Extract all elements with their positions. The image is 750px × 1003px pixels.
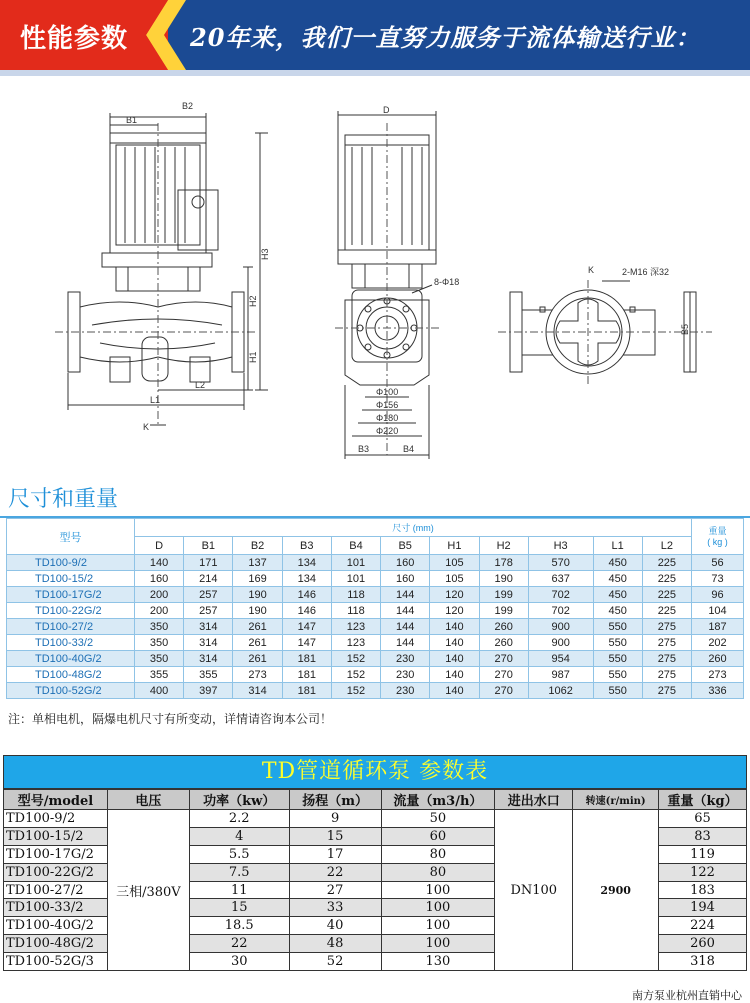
dim-value-cell: 105 [430, 555, 479, 571]
params-flow-cell: 100 [381, 881, 495, 899]
dim-value-cell: 147 [282, 619, 331, 635]
params-weight-cell: 83 [659, 827, 747, 845]
params-flow-cell: 60 [381, 827, 495, 845]
dim-value-cell: 350 [135, 651, 184, 667]
params-speed-cell: 2900 [573, 810, 659, 971]
params-port-cell: DN100 [495, 810, 573, 971]
dim-value-cell: 637 [528, 571, 593, 587]
dim-value-cell: 101 [331, 555, 380, 571]
col-weight-header [692, 519, 744, 555]
dim-value-cell: 397 [184, 683, 233, 699]
dim-value-cell: 140 [430, 651, 479, 667]
params-header-cell: 扬程（m） [289, 790, 381, 810]
table-row [7, 619, 744, 635]
dim-subheader-cell: H2 [479, 537, 528, 555]
dim-value-cell: 56 [692, 555, 744, 571]
label-b1: B1 [126, 115, 138, 125]
header-slogan: 20年来，我们一直努力服务于流体输送行业： [190, 23, 701, 52]
dim-subheader-cell: B5 [381, 537, 430, 555]
dim-subheader-cell: B2 [233, 537, 282, 555]
col-weight-unit: ( kg ) [707, 536, 728, 547]
dim-value-cell: 225 [642, 555, 691, 571]
dim-value-cell: 314 [184, 635, 233, 651]
dim-value-cell: 260 [692, 651, 744, 667]
dim-value-cell: 144 [381, 603, 430, 619]
dim-value-cell: 314 [184, 651, 233, 667]
params-header-cell: 转速(r/min) [573, 790, 659, 810]
dim-subheader-cell: L2 [642, 537, 691, 555]
header-banner [0, 0, 750, 70]
dim-value-cell: 550 [593, 667, 642, 683]
table-row [7, 587, 744, 603]
dim-value-cell: 275 [642, 635, 691, 651]
dim-value-cell: 181 [282, 683, 331, 699]
params-header-cell: 电压 [107, 790, 189, 810]
dim-note: 注：单相电机，隔爆电机尺寸有所变动，详情请咨询本公司！ [8, 712, 333, 726]
dim-value-cell: 270 [479, 683, 528, 699]
dim-value-cell: 152 [331, 667, 380, 683]
dim-subheader-cell: D [135, 537, 184, 555]
params-model-cell: TD100-48G/2 [4, 935, 108, 953]
dim-value-cell: 350 [135, 619, 184, 635]
dim-subheader-cell: B3 [282, 537, 331, 555]
params-title: TD管道循环泵 参数表 [261, 759, 489, 784]
dim-value-cell: 336 [692, 683, 744, 699]
dim-value-cell: 260 [479, 635, 528, 651]
dimension-table [6, 518, 744, 699]
dim-value-cell: 140 [135, 555, 184, 571]
table-row [7, 651, 744, 667]
dim-model-cell: TD100-40G/2 [7, 651, 135, 667]
params-head-cell: 15 [289, 827, 381, 845]
label-phi180: Φ180 [376, 413, 399, 423]
dim-value-cell: 225 [642, 587, 691, 603]
dim-value-cell: 120 [430, 587, 479, 603]
header-divider [0, 70, 750, 76]
dim-value-cell: 200 [135, 587, 184, 603]
label-bolts: 8-Φ18 [434, 277, 460, 287]
footer-credit: 南方泵业杭州直销中心 [632, 989, 742, 1002]
dim-value-cell: 355 [184, 667, 233, 683]
dim-value-cell: 550 [593, 651, 642, 667]
label-h1: H1 [248, 351, 258, 363]
dim-value-cell: 214 [184, 571, 233, 587]
params-head-cell: 48 [289, 935, 381, 953]
params-head-cell: 40 [289, 917, 381, 935]
label-phi220: Φ220 [376, 426, 399, 436]
params-head-cell: 22 [289, 863, 381, 881]
dim-value-cell: 400 [135, 683, 184, 699]
dim-value-cell: 900 [528, 635, 593, 651]
header-title-block [0, 0, 168, 70]
params-weight-cell: 119 [659, 845, 747, 863]
label-h3: H3 [260, 248, 270, 260]
dim-value-cell: 230 [381, 667, 430, 683]
dim-value-cell: 275 [642, 667, 691, 683]
dim-value-cell: 147 [282, 635, 331, 651]
dim-value-cell: 144 [381, 619, 430, 635]
col-size-header: 尺寸 (mm) [135, 519, 692, 537]
label-k-left: K [143, 422, 150, 432]
dim-value-cell: 101 [331, 571, 380, 587]
params-header-cell: 流量（m3/h） [381, 790, 495, 810]
dim-value-cell: 202 [692, 635, 744, 651]
dim-value-cell: 1062 [528, 683, 593, 699]
dim-value-cell: 190 [233, 587, 282, 603]
dim-value-cell: 261 [233, 651, 282, 667]
params-table [3, 789, 747, 971]
params-model-cell: TD100-33/2 [4, 899, 108, 917]
params-power-cell: 2.2 [189, 810, 289, 828]
dim-value-cell: 73 [692, 571, 744, 587]
dim-value-cell: 178 [479, 555, 528, 571]
dim-value-cell: 118 [331, 587, 380, 603]
params-power-cell: 15 [189, 899, 289, 917]
dim-model-cell: TD100-27/2 [7, 619, 135, 635]
header-title: 性能参数 [20, 24, 129, 54]
params-power-cell: 5.5 [189, 845, 289, 863]
dim-value-cell: 200 [135, 603, 184, 619]
dim-value-cell: 160 [381, 555, 430, 571]
params-power-cell: 18.5 [189, 917, 289, 935]
dim-value-cell: 257 [184, 603, 233, 619]
params-model-cell: TD100-40G/2 [4, 917, 108, 935]
dim-value-cell: 270 [479, 667, 528, 683]
params-model-cell: TD100-15/2 [4, 827, 108, 845]
dim-subheader-cell: B4 [331, 537, 380, 555]
dim-value-cell: 261 [233, 635, 282, 651]
dim-subheader-cell: H1 [430, 537, 479, 555]
dim-value-cell: 187 [692, 619, 744, 635]
params-flow-cell: 100 [381, 899, 495, 917]
dim-value-cell: 169 [233, 571, 282, 587]
label-b5: B5 [680, 323, 690, 335]
label-h2: H2 [248, 295, 258, 307]
dim-value-cell: 118 [331, 603, 380, 619]
dim-value-cell: 230 [381, 651, 430, 667]
label-l1: L1 [150, 395, 161, 405]
dim-value-cell: 257 [184, 587, 233, 603]
params-head-cell: 27 [289, 881, 381, 899]
dim-value-cell: 225 [642, 603, 691, 619]
params-head-cell: 9 [289, 810, 381, 828]
dim-value-cell: 550 [593, 635, 642, 651]
dim-value-cell: 199 [479, 587, 528, 603]
dim-value-cell: 230 [381, 683, 430, 699]
params-header-cell: 重量（kg） [659, 790, 747, 810]
label-m16: 2-M16 深32 [622, 267, 670, 277]
dim-value-cell: 152 [331, 651, 380, 667]
dim-value-cell: 171 [184, 555, 233, 571]
params-title-bar [3, 755, 747, 789]
dim-value-cell: 160 [135, 571, 184, 587]
dim-value-cell: 96 [692, 587, 744, 603]
dim-value-cell: 146 [282, 587, 331, 603]
params-power-cell: 30 [189, 953, 289, 971]
dim-model-cell: TD100-9/2 [7, 555, 135, 571]
label-b4: B4 [403, 444, 415, 454]
params-model-cell: TD100-52G/3 [4, 953, 108, 971]
params-weight-cell: 260 [659, 935, 747, 953]
dim-section-title: 尺寸和重量 [8, 487, 119, 512]
dim-model-cell: TD100-17G/2 [7, 587, 135, 603]
params-header-cell: 型号/model [4, 790, 108, 810]
label-phi156: Φ156 [376, 400, 399, 410]
dim-value-cell: 450 [593, 555, 642, 571]
dim-value-cell: 137 [233, 555, 282, 571]
params-power-cell: 22 [189, 935, 289, 953]
params-voltage-cell: 三相/380V [107, 810, 189, 971]
params-power-cell: 4 [189, 827, 289, 845]
dim-value-cell: 450 [593, 587, 642, 603]
params-weight-cell: 183 [659, 881, 747, 899]
dim-value-cell: 275 [642, 619, 691, 635]
dim-value-cell: 190 [479, 571, 528, 587]
dim-value-cell: 144 [381, 587, 430, 603]
params-weight-cell: 224 [659, 917, 747, 935]
params-model-cell: TD100-27/2 [4, 881, 108, 899]
params-head-cell: 17 [289, 845, 381, 863]
params-header-cell: 进出水口 [495, 790, 573, 810]
dim-value-cell: 314 [233, 683, 282, 699]
pump-dimension-drawing [0, 85, 750, 465]
table-row [7, 683, 744, 699]
dim-value-cell: 123 [331, 619, 380, 635]
dim-model-cell: TD100-33/2 [7, 635, 135, 651]
dim-model-cell: TD100-22G/2 [7, 603, 135, 619]
dim-value-cell: 260 [479, 619, 528, 635]
dim-value-cell: 702 [528, 603, 593, 619]
col-weight-label: 重量 [708, 525, 727, 536]
dim-value-cell: 134 [282, 571, 331, 587]
params-flow-cell: 80 [381, 845, 495, 863]
params-weight-cell: 318 [659, 953, 747, 971]
table-row [7, 571, 744, 587]
dim-value-cell: 134 [282, 555, 331, 571]
dim-value-cell: 900 [528, 619, 593, 635]
dim-value-cell: 120 [430, 603, 479, 619]
dim-value-cell: 273 [692, 667, 744, 683]
params-header-cell: 功率（kw） [189, 790, 289, 810]
dim-value-cell: 954 [528, 651, 593, 667]
dim-value-cell: 270 [479, 651, 528, 667]
dim-value-cell: 450 [593, 571, 642, 587]
params-flow-cell: 80 [381, 863, 495, 881]
dim-value-cell: 181 [282, 667, 331, 683]
dim-value-cell: 702 [528, 587, 593, 603]
params-flow-cell: 50 [381, 810, 495, 828]
dim-value-cell: 225 [642, 571, 691, 587]
dim-value-cell: 273 [233, 667, 282, 683]
dim-subheader-cell: B1 [184, 537, 233, 555]
dim-model-cell: TD100-15/2 [7, 571, 135, 587]
label-k-right: K [588, 265, 595, 275]
table-row [7, 603, 744, 619]
dim-value-cell: 261 [233, 619, 282, 635]
params-weight-cell: 65 [659, 810, 747, 828]
dim-value-cell: 550 [593, 619, 642, 635]
table-row [7, 555, 744, 571]
label-phi100: Φ100 [376, 387, 399, 397]
params-model-cell: TD100-9/2 [4, 810, 108, 828]
dim-value-cell: 144 [381, 635, 430, 651]
dim-value-cell: 275 [642, 651, 691, 667]
chevron-left-icon [146, 0, 186, 70]
params-model-cell: TD100-22G/2 [4, 863, 108, 881]
dim-value-cell: 275 [642, 683, 691, 699]
col-model-header: 型号 [7, 519, 135, 555]
params-head-cell: 33 [289, 899, 381, 917]
dim-value-cell: 550 [593, 683, 642, 699]
params-weight-cell: 194 [659, 899, 747, 917]
dim-value-cell: 314 [184, 619, 233, 635]
dim-value-cell: 350 [135, 635, 184, 651]
dim-value-cell: 123 [331, 635, 380, 651]
label-b3: B3 [358, 444, 370, 454]
dim-value-cell: 105 [430, 571, 479, 587]
dim-value-cell: 140 [430, 619, 479, 635]
dim-value-cell: 140 [430, 667, 479, 683]
dim-subheader-cell: L1 [593, 537, 642, 555]
table-row [7, 635, 744, 651]
params-power-cell: 7.5 [189, 863, 289, 881]
dim-model-cell: TD100-52G/2 [7, 683, 135, 699]
table-row [4, 810, 747, 828]
label-l2: L2 [195, 380, 206, 390]
dim-value-cell: 199 [479, 603, 528, 619]
dim-model-cell: TD100-48G/2 [7, 667, 135, 683]
label-d: D [383, 105, 390, 115]
params-flow-cell: 130 [381, 953, 495, 971]
table-row [7, 667, 744, 683]
params-weight-cell: 122 [659, 863, 747, 881]
params-power-cell: 11 [189, 881, 289, 899]
dim-value-cell: 450 [593, 603, 642, 619]
dim-value-cell: 140 [430, 635, 479, 651]
params-flow-cell: 100 [381, 935, 495, 953]
dim-value-cell: 190 [233, 603, 282, 619]
params-model-cell: TD100-17G/2 [4, 845, 108, 863]
dim-value-cell: 987 [528, 667, 593, 683]
label-b2: B2 [182, 101, 194, 111]
dim-subheader-cell: H3 [528, 537, 593, 555]
dim-value-cell: 181 [282, 651, 331, 667]
params-flow-cell: 100 [381, 917, 495, 935]
params-head-cell: 52 [289, 953, 381, 971]
dim-value-cell: 160 [381, 571, 430, 587]
dim-value-cell: 152 [331, 683, 380, 699]
dim-value-cell: 146 [282, 603, 331, 619]
dim-value-cell: 570 [528, 555, 593, 571]
dim-value-cell: 355 [135, 667, 184, 683]
dim-value-cell: 104 [692, 603, 744, 619]
dim-value-cell: 140 [430, 683, 479, 699]
